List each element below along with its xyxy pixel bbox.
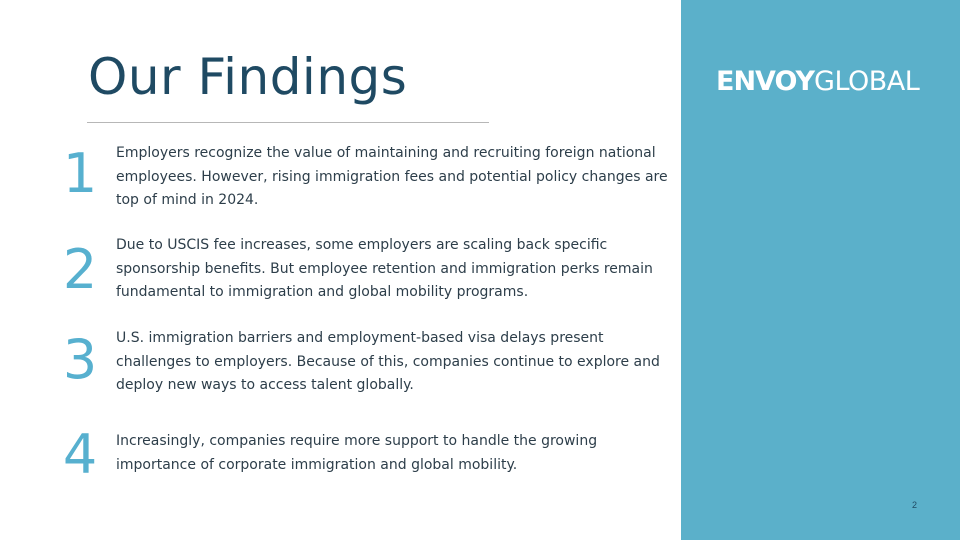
page-number: 2 [912,500,918,510]
finding-text: Due to USCIS fee increases, some employers are scaling back specific sponsorship benefits. But employee retention and immigration perks remain fundamental to immigration and global mobility programs. [116,237,653,300]
logo-light-text: GLOBAL [814,66,920,97]
finding-number: 4 [62,423,98,486]
brand-side-panel [681,0,960,540]
envoy-global-logo [716,66,919,97]
title-divider [87,122,489,123]
finding-text: Increasingly, companies require more support to handle the growing importance of corporate immigration and global mobility. [116,433,598,473]
page-title: Our Findings [88,48,408,106]
finding-number: 2 [62,238,98,301]
finding-number: 1 [62,142,98,205]
finding-text: Employers recognize the value of maintaining and recruiting foreign national employees. However, rising immigration fees and potential policy changes are top of mind in 2024. [116,145,668,208]
logo-bold-text: ENVOY [716,66,815,97]
finding-number: 3 [62,328,98,391]
finding-text: U.S. immigration barriers and employment-based visa delays present challenges to employers. Because of this, companies continue to explore and deploy new ways to access talent globally. [116,330,660,393]
